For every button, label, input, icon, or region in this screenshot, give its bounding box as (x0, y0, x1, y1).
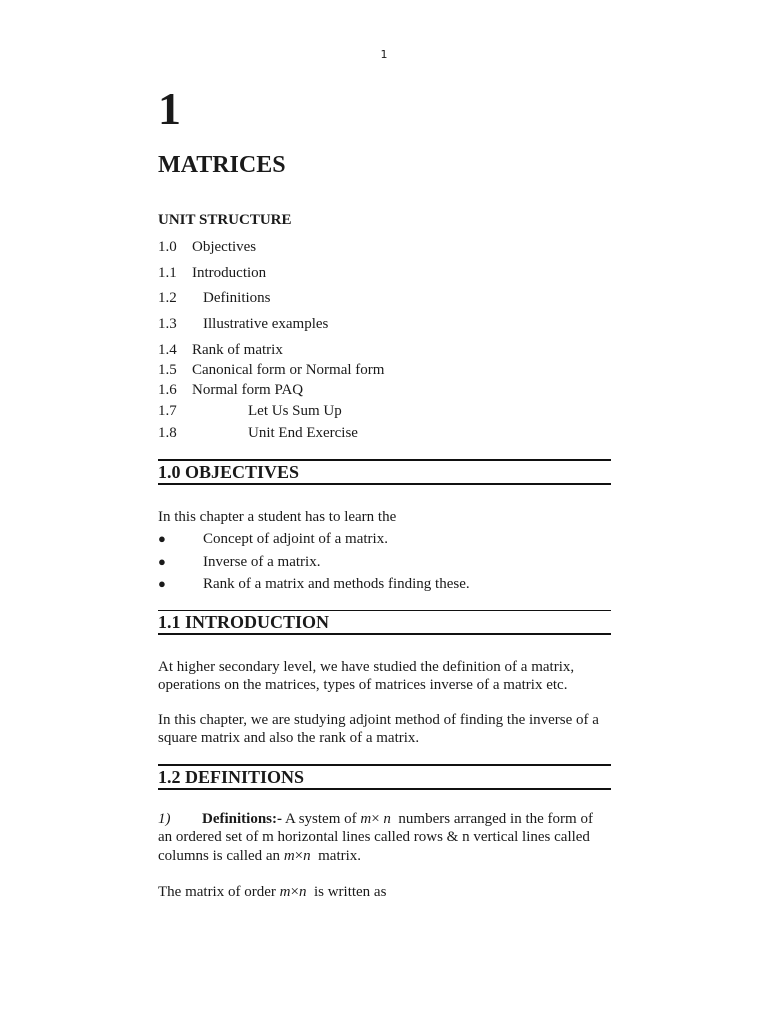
math-times: × (290, 884, 299, 900)
definition-text: matrix. (318, 848, 362, 864)
math-times: × (371, 811, 380, 827)
toc-item-number: 1.8 (158, 425, 177, 441)
intro-paragraph-2 (158, 711, 618, 747)
bullet-icon: ● (158, 531, 166, 546)
item-marker: 1) (158, 811, 171, 827)
toc-item-title: Unit End Exercise (248, 425, 358, 441)
toc-item-title: Definitions (203, 290, 271, 306)
section-heading-introduction (158, 610, 611, 635)
unit-structure-heading: UNIT STRUCTURE (158, 212, 292, 228)
toc-item-title: Introduction (192, 265, 267, 281)
intro-paragraph-1 (158, 658, 618, 694)
section-heading-text: 1.1 INTRODUCTION (158, 612, 330, 632)
math-m: m (283, 848, 295, 864)
toc-item-number: 1.1 (158, 265, 177, 281)
math-m: m (360, 811, 372, 827)
bullet-icon: ● (158, 554, 166, 569)
math-n: n (383, 811, 391, 827)
toc-item-title: Illustrative examples (203, 316, 329, 332)
definition-line-3 (158, 847, 618, 865)
section-heading-text: 1.2 DEFINITIONS (158, 767, 305, 787)
order-text: The matrix of order (158, 884, 276, 900)
paragraph-line: In this chapter, we are studying adjoint method of finding the inverse of a (158, 712, 599, 728)
toc-item-title: Normal form PAQ (192, 382, 304, 398)
section-heading-objectives (158, 459, 611, 485)
section-heading-definitions (158, 764, 611, 790)
chapter-title: MATRICES (158, 152, 286, 178)
toc-item-number: 1.2 (158, 290, 177, 306)
math-times: × (294, 848, 304, 864)
definition-text: numbers arranged in the form of (398, 811, 593, 827)
order-text: is written as (313, 884, 387, 900)
matrix-order-line (158, 883, 618, 901)
page-number: 1 (380, 48, 388, 61)
toc-item-title: Rank of matrix (192, 342, 283, 358)
paragraph-line: operations on the matrices, types of matrices inverse of a matrix etc. (158, 677, 568, 693)
definition-line-2: an ordered set of m horizontal lines called rows & n vertical lines called (158, 829, 590, 845)
chapter-number: 1 (158, 83, 181, 134)
math-n: n (303, 848, 311, 864)
definition-label: Definitions:- (202, 811, 282, 827)
paragraph-line: At higher secondary level, we have studied the definition of a matrix, (158, 659, 575, 675)
toc-item-number: 1.7 (158, 403, 177, 419)
objectives-intro: In this chapter a student has to learn the (158, 509, 397, 525)
toc-item-title: Let Us Sum Up (248, 403, 342, 419)
math-n: n (298, 884, 307, 900)
toc-item-number: 1.3 (158, 316, 177, 332)
toc-item-number: 1.0 (158, 239, 177, 255)
list-item-text: Inverse of a matrix. (203, 554, 321, 570)
section-heading-text: 1.0 OBJECTIVES (158, 462, 300, 482)
toc-item-title: Objectives (192, 239, 257, 255)
definition-line-1 (158, 810, 618, 828)
bullet-icon: ● (158, 576, 166, 591)
toc-item-title: Canonical form or Normal form (192, 362, 385, 378)
list-item-text: Rank of a matrix and methods finding these. (203, 576, 470, 592)
paragraph-line: square matrix and also the rank of a matrix. (158, 730, 420, 746)
toc-item-number: 1.4 (158, 342, 177, 358)
definition-text: columns is called an (158, 848, 281, 864)
math-m: m (279, 884, 291, 900)
definition-text: A system of (284, 811, 357, 827)
toc-item-number: 1.6 (158, 382, 177, 398)
toc-item-number: 1.5 (158, 362, 177, 378)
list-item-text: Concept of adjoint of a matrix. (203, 531, 388, 547)
